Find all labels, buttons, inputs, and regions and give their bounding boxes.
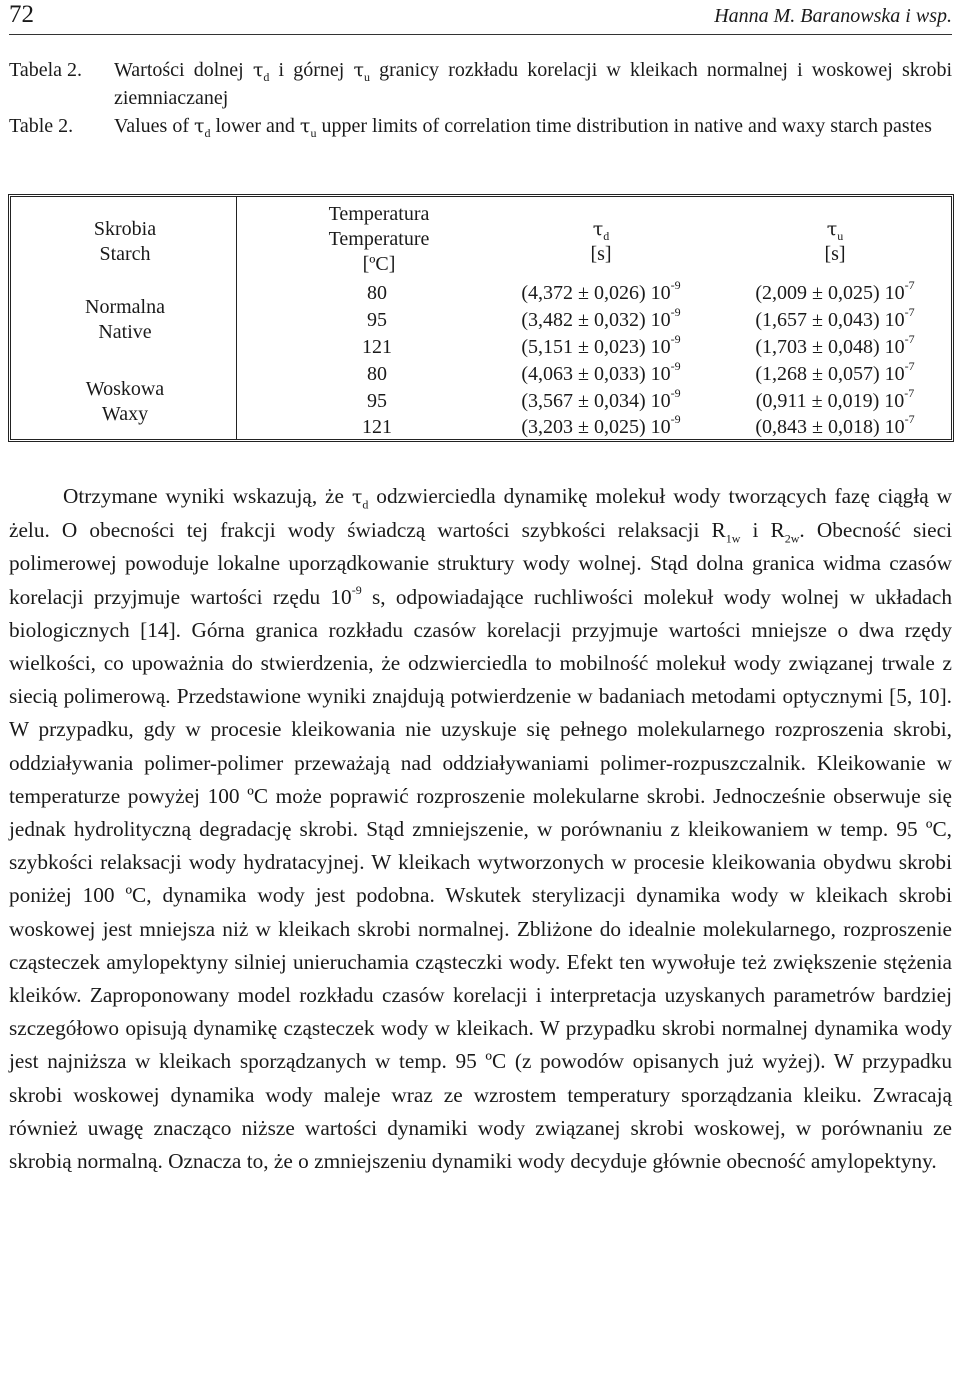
table-row: 121 (3,203 ± 0,025) $10^{-9}$ (0,843 ± 0,018) $10^{-7}$ (362, 412, 915, 438)
table-row: 80 (4,063 ± 0,033) $10^{-9}$ (1,268 ± 0,057) $10^{-7}$ (367, 359, 915, 385)
group-native: Normalna Native (85, 296, 165, 343)
caption-text: Wartości dolnej $\tau_d$ i górnej $\tau_u$ granicy rozkładu korelacji w kleikach normalnej i woskowej skrobi ziemniaczanej (114, 59, 953, 109)
group-waxy: Woskowa Waxy (85, 378, 165, 425)
table-row: 80 (4,372 ± 0,026) $10^{-9}$ (2,009 ± 0,025) $10^{-7}$ (367, 278, 915, 304)
caption-text: Values of $\tau_d$ lower and $\tau_u$ upper limits of correlation time distribution in native and waxy starch pastes (114, 115, 932, 140)
table-row: 95 (3,567 ± 0,034) $10^{-9}$ (0,911 ± 0,019) $10^{-7}$ (367, 386, 915, 412)
page-number: 72 (9, 1, 34, 28)
caption-label: Table 2. (9, 115, 74, 137)
running-header (9, 0, 952, 34)
header-starch: Skrobia Starch (93, 218, 157, 265)
body-text (9, 480, 952, 1178)
data-table (8, 194, 954, 442)
header-temperature: Temperatura Temperature [ºC] (328, 203, 430, 275)
header-tau-u: $\tau_u$ [s] (824, 218, 846, 265)
table-row: 121 (5,151 ± 0,023) $10^{-9}$ (1,703 ± 0,048) $10^{-7}$ (362, 332, 915, 358)
running-header-authors: Hanna M. Baranowska i wsp. (714, 5, 952, 27)
table-row: 95 (3,482 ± 0,032) $10^{-9}$ (1,657 ± 0,043) $10^{-7}$ (367, 305, 915, 331)
caption-label: Tabela 2. (9, 59, 83, 81)
table-caption-polish (9, 56, 952, 112)
header-tau-d: $\tau_d$ [s] (590, 218, 612, 265)
table-caption-english (9, 112, 952, 140)
body-paragraph: Otrzymane wyniki wskazują, że $\tau_d$ odzwierciedla dynamikę molekuł wody tworzących fazę ciągłą w żelu. O obecności tej frakcji wody świadczą wartości szybkości relaksacji $R_{1w}$ i $R_{2w}$. Obecność sieci polimerowej powoduje lokalne uporządkowanie struktury wody wolnej. Stąd dolna granica widma czasów korelacji przyjmuje wartości rzędu $10^{-9}$ s, odpowiadające ruchliwości molekuł wody wolnej w układach biologicznych [14]. Górna granica rozkładu czasów korelacji przyjmuje wartości mniejsze o dwa rzędy wielkości, co upoważnia do stwierdzenia, że odzwierciedla to mobilność molekuł wody związanej trwale z siecią polimerową. Przedstawione wyniki znajdują potwierdzenie w badaniach metodami optycznymi [5, 10]. W przypadku, gdy w procesie kleikowania nie uzyskuje się pełnego molekularnego rozproszenia skrobi, oddziaływania polimer-polimer przeważają nad oddziaływaniami polimer-rozpuszczalnik. Kleikowanie w temperaturze powyżej 100 ºC może poprawić rozproszenie molekularne skrobi. Jednocześnie obserwuje się jednak hydrolityczną degradację skrobi. Stąd zmniejszenie, w porównaniu z kleikowaniem w temp. 95 ºC, szybkości relaksacji wody hydratacyjnej. W kleikach wytworzonych w procesie kleikowania obydwu skrobi poniżej 100 ºC, dynamika wody jest podobna. Wskutek sterylizacji dynamika wody w kleikach skrobi woskowej jest mniejsza niż w kleikach skrobi normalnej. Zbliżone do idealnie molekularnego, rozproszenie cząsteczek amylopektyny silniej unieruchamia cząsteczki wody. Efekt ten wywołuje też zwiększenie stężenia kleików. Zaproponowany model rozkładu czasów korelacji i interpretacja uzyskanych parametrów bardziej szczegółowo opisują dynamikę cząsteczek wody w kleikach. W przypadku skrobi normalnej dynamika wody jest najniższa w kleikach sporządzanych w temp. 95 ºC (z powodów opisanych już wyżej). W przypadku skrobi woskowej dynamika wody maleje wraz ze wzrostem temperatury sporządzania kleiku. Zwracają również uwagę znacząco niższe wartości dynamiki wody związanej skrobi woskowej, w porównaniu ze skrobią normalną. Oznacza to, że o zmniejszeniu dynamiki wody decyduje głównie obecność amylopektyny. (9, 484, 953, 1174)
header-rule (9, 34, 952, 35)
